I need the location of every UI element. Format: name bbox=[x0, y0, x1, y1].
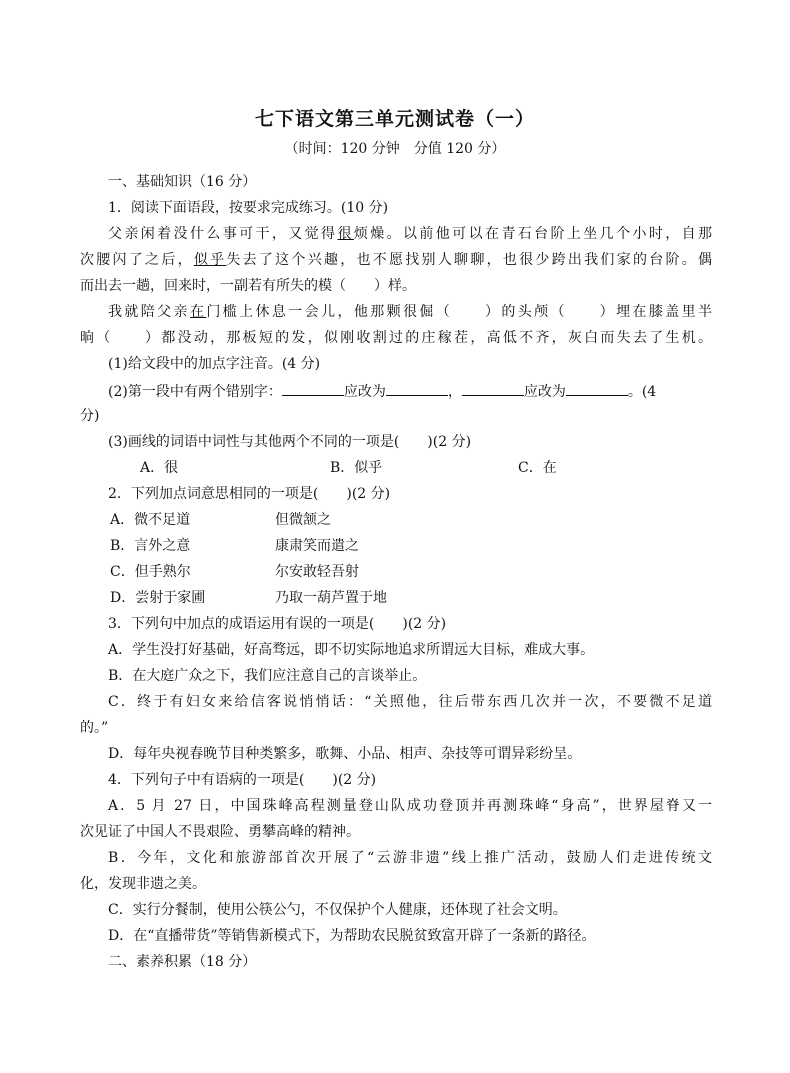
q3-option-c-continuation: 的。” bbox=[80, 720, 109, 736]
answer-blank-4[interactable] bbox=[566, 380, 628, 396]
q1-p2-text-a: 我就陪父亲 bbox=[108, 304, 190, 320]
q1-sub1: (1)给文段中的加点字注音。(4 分) bbox=[108, 356, 321, 372]
section-2-heading: 二、素养积累（18 分） bbox=[108, 954, 257, 970]
q1-option-c[interactable]: C．在 bbox=[518, 460, 557, 476]
q1-passage-p1-line3: 而出去一趟，回来时，一副若有所失的模（ ）样。 bbox=[80, 278, 416, 294]
q1-p1-text-c: 次腰闪了之后， bbox=[80, 252, 194, 268]
q1-p1-text-b: 烦燥。以前他可以在青石台阶上坐几个小时，自那 bbox=[353, 226, 713, 242]
q1-sub2-text-e: 。(4 bbox=[627, 384, 657, 400]
answer-blank-2[interactable] bbox=[386, 380, 448, 396]
q1-p1-underlined-hen: 很 bbox=[337, 226, 354, 242]
q1-sub2-text-b: 应改为 bbox=[343, 384, 386, 400]
q1-passage-p2-line1 bbox=[108, 302, 712, 322]
q1-stem: 1．阅读下面语段，按要求完成练习。(10 分) bbox=[108, 200, 389, 216]
q1-p1-underlined-sihu: 似乎 bbox=[193, 252, 227, 268]
section-1-heading: 一、基础知识（16 分） bbox=[108, 174, 257, 190]
q1-sub2-text-a: (2)第一段中有两个错别字： bbox=[108, 384, 282, 400]
page-subtitle: （时间：120 分钟 分值 120 分） bbox=[284, 141, 506, 157]
q4-option-b[interactable]: B．今年，文化和旅游部首次开展了“云游非遗”线上推广活动，鼓励人们走进传统文 bbox=[108, 850, 712, 866]
q2-option-left: A．微不足道 bbox=[110, 512, 191, 528]
q1-sub2 bbox=[108, 380, 712, 402]
q1-sub2-text-c: ， bbox=[447, 384, 462, 400]
q2-stem: 2．下列加点词意思相同的一项是( )(2 分) bbox=[108, 486, 391, 502]
q1-sub2-text-d: 应改为 bbox=[523, 384, 566, 400]
q4-stem: 4．下列句子中有语病的一项是( )(2 分) bbox=[108, 772, 377, 788]
q2-option-right: 但微颔之 bbox=[275, 512, 331, 528]
q1-passage-p1-line1 bbox=[108, 224, 712, 244]
q2-option-right: 尔安敢轻吾射 bbox=[275, 564, 359, 580]
q2-option-left: D．尝射于家圃 bbox=[110, 590, 206, 606]
q1-p1-text-a: 父亲闲着没什么事可干，又觉得 bbox=[108, 226, 338, 242]
q3-option-a[interactable]: A．学生没打好基础，好高骛远，即不切实际地追求所谓远大目标，难成大事。 bbox=[108, 642, 595, 658]
q1-sub3: (3)画线的词语中词性与其他两个不同的一项是( )(2 分) bbox=[108, 434, 472, 450]
q1-option-a[interactable]: A．很 bbox=[140, 460, 179, 476]
q4-option-d[interactable]: D．在“直播带货”等销售新模式下，为帮助农民脱贫致富开辟了一条新的路径。 bbox=[108, 928, 596, 944]
page-title: 七下语文第三单元测试卷（一） bbox=[254, 108, 535, 130]
q1-passage-p1-line2 bbox=[80, 250, 712, 270]
q1-passage-p2-line2: 晌（ ）都没动，那板短的发，似刚收割过的庄稼茬，高低不齐，灰白而失去了生机。 bbox=[80, 330, 712, 346]
q4-option-b-continuation: 化，发现非遗之美。 bbox=[80, 876, 206, 892]
q1-p1-text-d: 失去了这个兴趣，也不愿找别人聊聊，也很少跨出我们家的台阶。偶 bbox=[226, 252, 713, 268]
answer-blank-3[interactable] bbox=[462, 380, 524, 396]
q2-option-left: C．但手熟尔 bbox=[110, 564, 191, 580]
q3-option-d[interactable]: D．每年央视春晚节目种类繁多，歌舞、小品、相声、杂技等可谓异彩纷呈。 bbox=[108, 746, 582, 762]
q3-stem: 3．下列句中加点的成语运用有误的一项是( )(2 分) bbox=[108, 616, 447, 632]
q4-option-c[interactable]: C．实行分餐制，使用公筷公勺，不仅保护个人健康，还体现了社会文明。 bbox=[108, 902, 567, 918]
q2-option-right: 乃取一葫芦置于地 bbox=[275, 590, 387, 606]
q4-option-a[interactable]: A．5 月 27 日，中国珠峰高程测量登山队成功登顶并再测珠峰“身高”，世界屋脊又一 bbox=[108, 798, 712, 814]
answer-blank-1[interactable] bbox=[282, 380, 344, 396]
q2-option-left: B．言外之意 bbox=[110, 538, 191, 554]
q1-p2-text-b: 门槛上休息一会儿，他那颗很倔（ ）的头颅（ ）埋在膝盖里半 bbox=[206, 304, 713, 320]
q1-p2-underlined-zai: 在 bbox=[189, 304, 207, 320]
q3-option-c[interactable]: C．终于有妇女来给信客说悄悄话：“关照他，往后带东西几次并一次，不要微不足道 bbox=[108, 694, 712, 710]
q3-option-b[interactable]: B．在大庭广众之下，我们应注意自己的言谈举止。 bbox=[108, 668, 427, 684]
q1-option-b[interactable]: B．似乎 bbox=[330, 460, 383, 476]
q2-option-right: 康肃笑而遣之 bbox=[275, 538, 359, 554]
q4-option-a-continuation: 次见证了中国人不畏艰险、勇攀高峰的精神。 bbox=[80, 824, 360, 840]
q1-sub2-continuation: 分) bbox=[80, 408, 100, 424]
